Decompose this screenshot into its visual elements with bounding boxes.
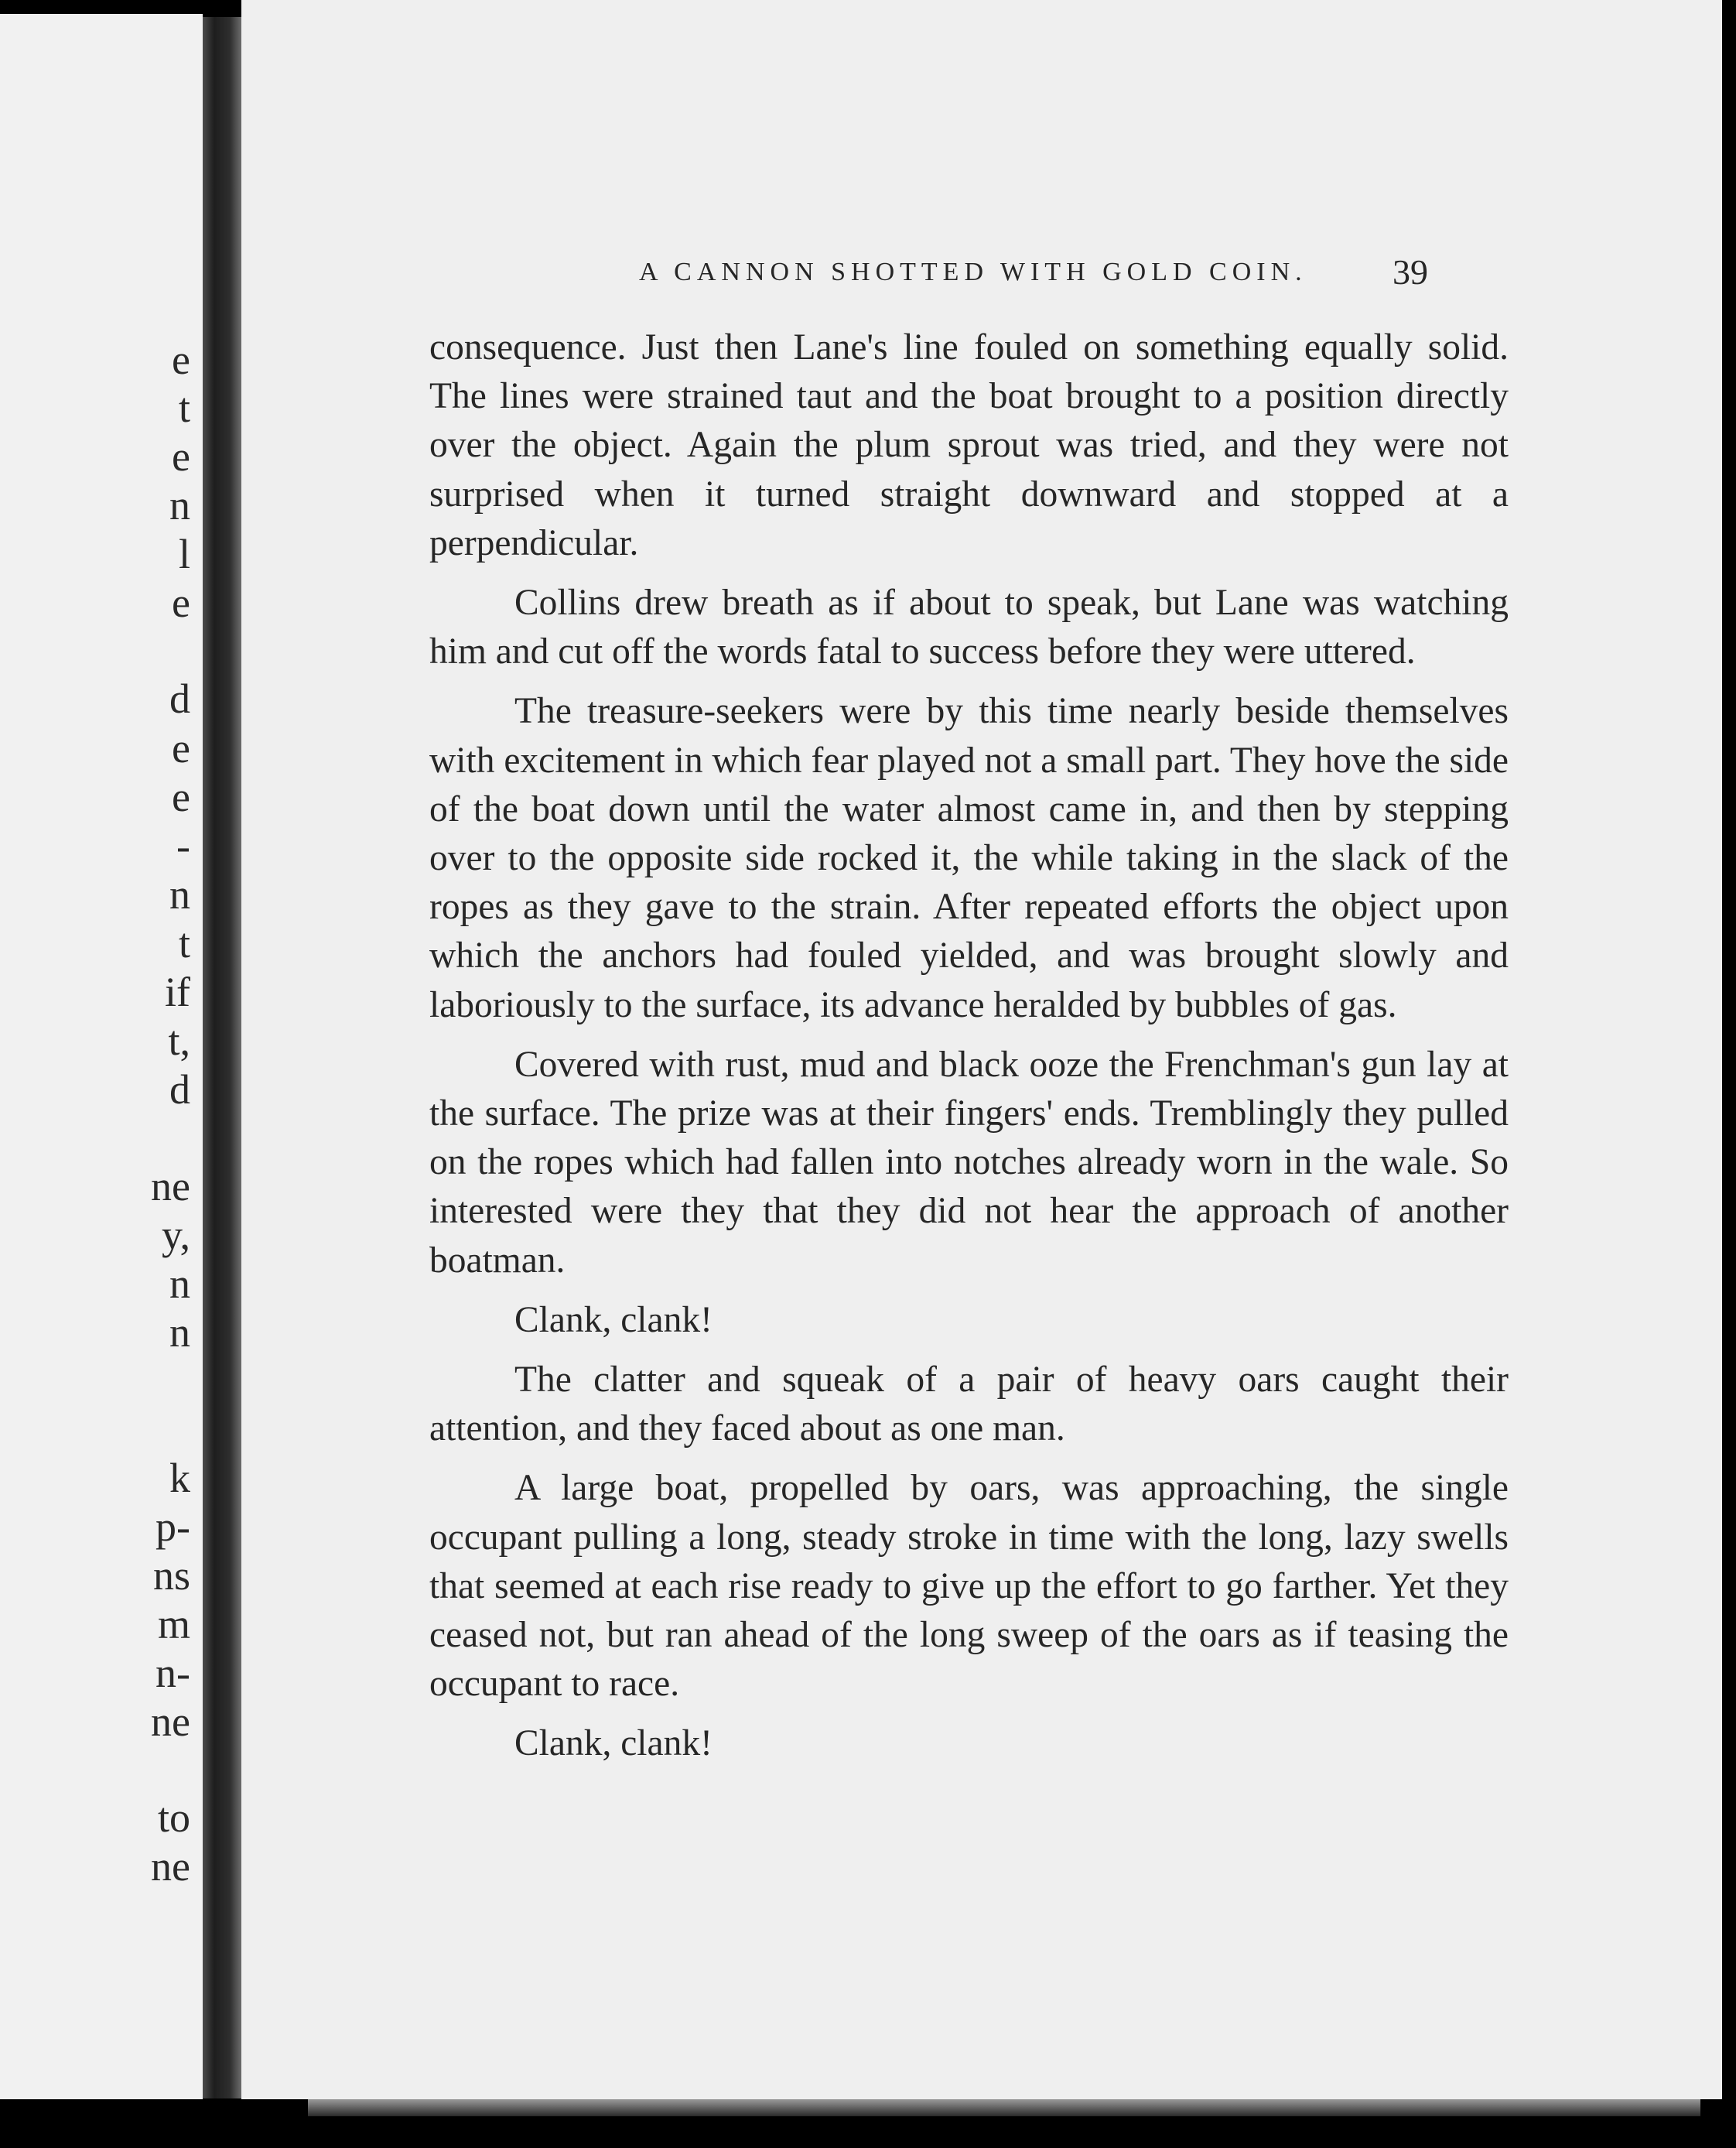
- paragraph: Covered with rust, mud and black ooze the Frenchman's gun lay at the surface. The prize was at their fingers' ends. Tremblingly they pulled on the ropes which had fallen into notches already worn in the wale. So interested were they that they did not hear the approach of another boatman.: [429, 1044, 1509, 1281]
- left-page-fragment: [0, 14, 203, 2099]
- left-fragment: to: [157, 1794, 190, 1841]
- paragraph: Clank, clank!: [514, 1723, 713, 1764]
- book-gutter: [203, 17, 241, 2098]
- left-fragment: ns: [152, 1552, 190, 1599]
- left-fragment: d: [169, 1066, 190, 1113]
- page-bottom-shadow: [308, 2099, 1700, 2116]
- paragraph: The clatter and squeak of a pair of heavy oars caught their attention, and they faced about as one man.: [429, 1360, 1509, 1449]
- left-fragment: d: [169, 676, 190, 722]
- paragraph: Clank, clank!: [514, 1299, 713, 1340]
- left-fragment: n: [169, 1309, 190, 1356]
- left-fragment: e: [172, 337, 190, 383]
- left-fragment: n: [169, 1260, 190, 1307]
- left-fragment: y,: [162, 1212, 190, 1258]
- left-fragment: n: [169, 482, 190, 528]
- left-fragment: m: [157, 1601, 190, 1647]
- left-fragment: if: [165, 969, 190, 1015]
- left-fragment: e: [172, 725, 190, 771]
- paragraph: Collins drew breath as if about to speak, but Lane was watching him and cut off the words fatal to success before they were uttered.: [429, 583, 1509, 672]
- left-fragment: k: [169, 1455, 190, 1501]
- left-fragment: e: [172, 580, 190, 626]
- page-number: 39: [1393, 252, 1428, 292]
- left-fragment: t: [178, 385, 190, 431]
- left-fragment: n-: [155, 1650, 190, 1696]
- left-fragment: e: [172, 433, 190, 480]
- paragraph: A large boat, propelled by oars, was approaching, the single occupant pulling a long, steady stroke in time with the long, lazy swells that seemed at each rise ready to give up the effort to go farther. Yet they ceased not, but ran ahead of the long sweep of the oars as if teasing the occupant to race.: [429, 1468, 1509, 1705]
- left-fragment: n: [169, 871, 190, 918]
- left-fragment: ne: [151, 1163, 190, 1209]
- paragraph: consequence. Just then Lane's line fouled on something equally solid. The lines were strained taut and the boat brought to a position directly over the object. Again the plum sprout was tried, and they were not surprised when it turned straight downward and stopped at a perpendicular.: [429, 327, 1509, 563]
- left-fragment: -: [176, 823, 190, 869]
- left-fragment: p-: [155, 1503, 190, 1550]
- frame-edge: [1722, 0, 1736, 2148]
- left-fragment: ne: [151, 1843, 190, 1890]
- running-title: A CANNON SHOTTED WITH GOLD COIN.: [639, 258, 1307, 286]
- paragraph: The treasure-seekers were by this time nearly beside themselves with excitement in which fear played not a small part. They hove the side of the boat down until the water almost came in, and then by stepping over to the opposite side rocked it, the while taking in the slack of the ropes as they gave to the strain. After repeated efforts the object upon which the anchors had fouled yielded, and was brought slowly and laboriously to the surface, its advance heralded by bubbles of gas.: [429, 691, 1509, 1025]
- left-fragment: e: [172, 774, 190, 820]
- left-fragment: l: [178, 531, 190, 577]
- left-fragment: t,: [168, 1018, 190, 1064]
- body-text: [429, 323, 1509, 1769]
- left-fragment: ne: [151, 1698, 190, 1745]
- left-fragment: t: [178, 920, 190, 966]
